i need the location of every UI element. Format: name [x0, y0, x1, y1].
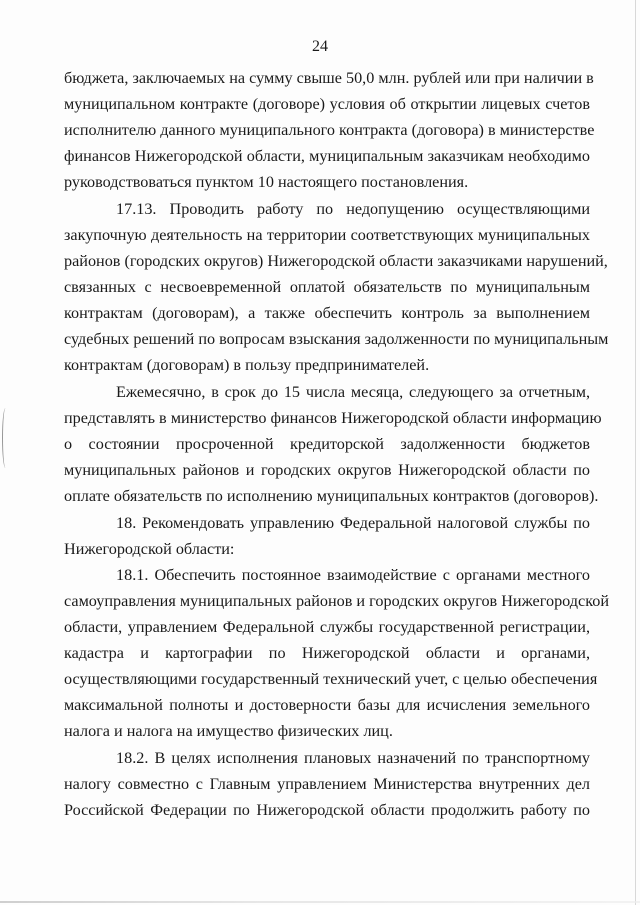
text-line: Российской Федерации по Нижегородской области продолжить работу по: [64, 801, 590, 819]
text-line: максимальной полноты и достоверности базы для исчисления земельного: [64, 696, 590, 714]
text-line: налога и налога на имущество физических лиц.: [64, 722, 393, 740]
text-line: оплате обязательств по исполнению муниципальных контрактов (договоров).: [64, 487, 599, 505]
text-line: контрактам (договорам), а также обеспечить контроль за выполнением: [64, 304, 590, 322]
text-line: руководствоваться пунктом 10 настоящего постановления.: [64, 173, 469, 191]
text-line: связанных с несвоевременной оплатой обязательств по муниципальным: [64, 278, 590, 296]
text-line: закупочную деятельность на территории соответствующих муниципальных: [64, 226, 590, 244]
text-line: кадастра и картографии по Нижегородской области и органами,: [64, 644, 590, 662]
text-line: финансов Нижегородской области, муниципальным заказчикам необходимо: [64, 147, 590, 165]
text-line: судебных решений по вопросам взыскания задолженности по муниципальным: [64, 330, 609, 348]
scan-edge-line: [635, 0, 636, 905]
text-line: контрактам (договорам) в пользу предпринимателей.: [64, 356, 430, 374]
text-line: налогу совместно с Главным управлением Министерства внутренних дел: [64, 775, 590, 793]
text-line: представлять в министерство финансов Нижегородской области информацию: [64, 409, 602, 427]
text-line: муниципальном контракте (договоре) условия об открытии лицевых счетов: [64, 95, 590, 113]
text-line: бюджета, заключаемых на сумму свыше 50,0 млн. рублей или при наличии в: [64, 69, 594, 87]
text-line: 18.2. В целях исполнения плановых назначений по транспортному: [116, 749, 590, 767]
text-line: исполнителю данного муниципального контракта (договора) в министерстве: [64, 121, 595, 139]
text-line: области, управлением Федеральной службы государственной регистрации,: [64, 618, 590, 636]
page-number: 24: [312, 38, 328, 55]
text-line: самоуправления муниципальных районов и городских округов Нижегородской: [64, 592, 610, 610]
text-line: осуществляющими государственный технический учет, с целью обеспечения: [64, 670, 598, 688]
scan-bottom-edge: [0, 901, 640, 903]
text-line: районов (городских округов) Нижегородской области заказчиками нарушений,: [64, 252, 608, 270]
scan-bracket-mark: [2, 408, 9, 468]
text-line: 17.13. Проводить работу по недопущению осуществляющими: [116, 200, 590, 218]
text-line: 18. Рекомендовать управлению Федеральной налоговой службы по: [116, 514, 590, 532]
text-line: о состоянии просроченной кредиторской задолженности бюджетов: [64, 435, 590, 453]
text-line: Нижегородской области:: [64, 540, 235, 558]
text-line: муниципальных районов и городских округов Нижегородской области по: [64, 461, 590, 479]
text-line: Ежемесячно, в срок до 15 числа месяца, следующего за отчетным,: [116, 383, 590, 401]
text-line: 18.1. Обеспечить постоянное взаимодействие с органами местного: [116, 566, 590, 584]
